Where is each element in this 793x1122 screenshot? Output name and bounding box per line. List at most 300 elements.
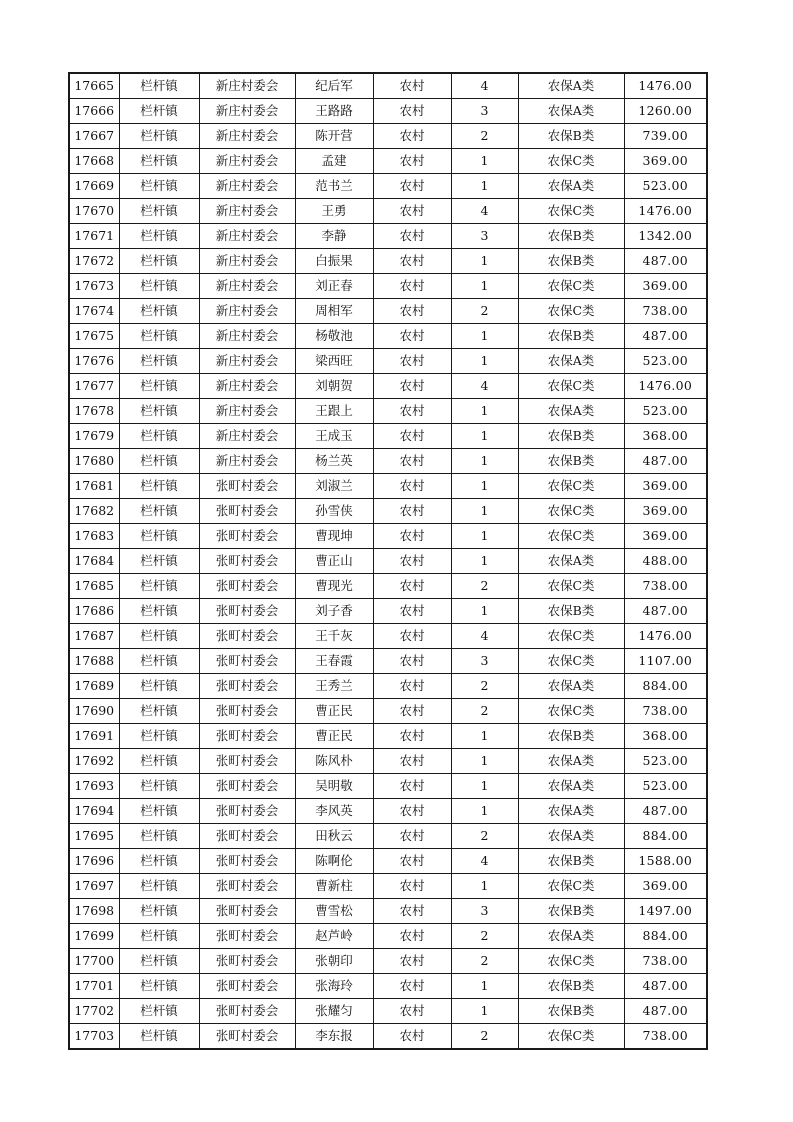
cell-area-type: 农村 — [373, 674, 451, 699]
cell-record-id: 17700 — [69, 949, 119, 974]
cell-village: 新庄村委会 — [199, 149, 295, 174]
cell-town: 栏杆镇 — [119, 599, 199, 624]
cell-amount: 488.00 — [624, 549, 707, 574]
cell-person-name: 杨敬池 — [295, 324, 373, 349]
cell-household-size: 1 — [451, 399, 518, 424]
cell-amount: 1260.00 — [624, 99, 707, 124]
cell-household-size: 1 — [451, 874, 518, 899]
cell-record-id: 17684 — [69, 549, 119, 574]
cell-area-type: 农村 — [373, 824, 451, 849]
cell-area-type: 农村 — [373, 349, 451, 374]
cell-person-name: 田秋云 — [295, 824, 373, 849]
table-row — [69, 749, 707, 774]
cell-household-size: 2 — [451, 1024, 518, 1050]
cell-household-size: 1 — [451, 599, 518, 624]
cell-area-type: 农村 — [373, 699, 451, 724]
cell-area-type: 农村 — [373, 199, 451, 224]
cell-amount: 369.00 — [624, 274, 707, 299]
cell-insurance-class: 农保A类 — [518, 174, 624, 199]
cell-village: 新庄村委会 — [199, 399, 295, 424]
cell-record-id: 17682 — [69, 499, 119, 524]
cell-amount: 738.00 — [624, 574, 707, 599]
cell-insurance-class: 农保C类 — [518, 874, 624, 899]
cell-household-size: 1 — [451, 249, 518, 274]
cell-area-type: 农村 — [373, 874, 451, 899]
cell-village: 张町村委会 — [199, 724, 295, 749]
cell-record-id: 17703 — [69, 1024, 119, 1050]
cell-household-size: 1 — [451, 974, 518, 999]
cell-village: 张町村委会 — [199, 749, 295, 774]
cell-household-size: 2 — [451, 299, 518, 324]
cell-area-type: 农村 — [373, 249, 451, 274]
cell-household-size: 1 — [451, 749, 518, 774]
cell-household-size: 1 — [451, 474, 518, 499]
cell-area-type: 农村 — [373, 924, 451, 949]
cell-town: 栏杆镇 — [119, 649, 199, 674]
cell-area-type: 农村 — [373, 324, 451, 349]
cell-area-type: 农村 — [373, 424, 451, 449]
cell-village: 张町村委会 — [199, 874, 295, 899]
cell-insurance-class: 农保A类 — [518, 799, 624, 824]
cell-household-size: 1 — [451, 724, 518, 749]
table-row — [69, 724, 707, 749]
cell-person-name: 王成玉 — [295, 424, 373, 449]
cell-town: 栏杆镇 — [119, 374, 199, 399]
table-row — [69, 999, 707, 1024]
cell-area-type: 农村 — [373, 999, 451, 1024]
cell-insurance-class: 农保B类 — [518, 849, 624, 874]
cell-village: 张町村委会 — [199, 624, 295, 649]
cell-insurance-class: 农保B类 — [518, 899, 624, 924]
cell-record-id: 17675 — [69, 324, 119, 349]
cell-village: 张町村委会 — [199, 849, 295, 874]
table-row — [69, 774, 707, 799]
table-row — [69, 574, 707, 599]
table-row — [69, 349, 707, 374]
cell-village: 新庄村委会 — [199, 374, 295, 399]
cell-amount: 487.00 — [624, 999, 707, 1024]
table-row — [69, 974, 707, 999]
table-row — [69, 149, 707, 174]
cell-household-size: 1 — [451, 999, 518, 1024]
cell-person-name: 纪后军 — [295, 73, 373, 99]
cell-town: 栏杆镇 — [119, 424, 199, 449]
cell-household-size: 4 — [451, 199, 518, 224]
cell-record-id: 17694 — [69, 799, 119, 824]
cell-village: 张町村委会 — [199, 524, 295, 549]
table-row — [69, 599, 707, 624]
cell-amount: 738.00 — [624, 699, 707, 724]
cell-person-name: 杨兰英 — [295, 449, 373, 474]
cell-person-name: 曹新柱 — [295, 874, 373, 899]
cell-area-type: 农村 — [373, 474, 451, 499]
cell-amount: 523.00 — [624, 749, 707, 774]
cell-village: 新庄村委会 — [199, 99, 295, 124]
cell-household-size: 4 — [451, 73, 518, 99]
cell-area-type: 农村 — [373, 724, 451, 749]
cell-person-name: 陈风朴 — [295, 749, 373, 774]
cell-record-id: 17671 — [69, 224, 119, 249]
cell-household-size: 1 — [451, 174, 518, 199]
cell-town: 栏杆镇 — [119, 499, 199, 524]
table-row — [69, 299, 707, 324]
cell-person-name: 张耀匀 — [295, 999, 373, 1024]
table-body — [69, 73, 707, 1049]
cell-area-type: 农村 — [373, 574, 451, 599]
cell-town: 栏杆镇 — [119, 624, 199, 649]
cell-town: 栏杆镇 — [119, 874, 199, 899]
cell-insurance-class: 农保A类 — [518, 749, 624, 774]
cell-person-name: 陈啊伦 — [295, 849, 373, 874]
cell-insurance-class: 农保C类 — [518, 274, 624, 299]
cell-town: 栏杆镇 — [119, 349, 199, 374]
cell-town: 栏杆镇 — [119, 324, 199, 349]
cell-insurance-class: 农保A类 — [518, 824, 624, 849]
cell-household-size: 1 — [451, 274, 518, 299]
cell-area-type: 农村 — [373, 299, 451, 324]
cell-record-id: 17668 — [69, 149, 119, 174]
cell-record-id: 17698 — [69, 899, 119, 924]
cell-insurance-class: 农保C类 — [518, 149, 624, 174]
cell-person-name: 范书兰 — [295, 174, 373, 199]
table-row — [69, 699, 707, 724]
cell-village: 张町村委会 — [199, 699, 295, 724]
cell-insurance-class: 农保C类 — [518, 299, 624, 324]
cell-area-type: 农村 — [373, 799, 451, 824]
cell-village: 新庄村委会 — [199, 199, 295, 224]
table-row — [69, 799, 707, 824]
cell-record-id: 17676 — [69, 349, 119, 374]
cell-person-name: 曹现坤 — [295, 524, 373, 549]
cell-town: 栏杆镇 — [119, 974, 199, 999]
cell-record-id: 17679 — [69, 424, 119, 449]
cell-record-id: 17686 — [69, 599, 119, 624]
cell-household-size: 1 — [451, 424, 518, 449]
cell-town: 栏杆镇 — [119, 224, 199, 249]
cell-insurance-class: 农保C类 — [518, 199, 624, 224]
table-row — [69, 924, 707, 949]
cell-person-name: 张海玲 — [295, 974, 373, 999]
cell-amount: 1476.00 — [624, 73, 707, 99]
cell-area-type: 农村 — [373, 99, 451, 124]
cell-area-type: 农村 — [373, 899, 451, 924]
cell-record-id: 17670 — [69, 199, 119, 224]
cell-insurance-class: 农保A类 — [518, 73, 624, 99]
cell-amount: 1476.00 — [624, 624, 707, 649]
cell-household-size: 1 — [451, 324, 518, 349]
cell-record-id: 17683 — [69, 524, 119, 549]
table-row — [69, 199, 707, 224]
cell-town: 栏杆镇 — [119, 774, 199, 799]
cell-area-type: 农村 — [373, 1024, 451, 1050]
cell-person-name: 赵芦岭 — [295, 924, 373, 949]
cell-area-type: 农村 — [373, 774, 451, 799]
cell-record-id: 17669 — [69, 174, 119, 199]
cell-village: 张町村委会 — [199, 824, 295, 849]
cell-village: 新庄村委会 — [199, 224, 295, 249]
cell-village: 张町村委会 — [199, 924, 295, 949]
cell-record-id: 17690 — [69, 699, 119, 724]
cell-person-name: 王秀兰 — [295, 674, 373, 699]
table-row — [69, 499, 707, 524]
cell-insurance-class: 农保C类 — [518, 699, 624, 724]
cell-town: 栏杆镇 — [119, 699, 199, 724]
cell-town: 栏杆镇 — [119, 524, 199, 549]
cell-amount: 369.00 — [624, 524, 707, 549]
cell-town: 栏杆镇 — [119, 849, 199, 874]
table-row — [69, 324, 707, 349]
cell-town: 栏杆镇 — [119, 299, 199, 324]
cell-person-name: 白振果 — [295, 249, 373, 274]
cell-village: 张町村委会 — [199, 474, 295, 499]
cell-insurance-class: 农保A类 — [518, 349, 624, 374]
cell-household-size: 4 — [451, 849, 518, 874]
cell-household-size: 4 — [451, 374, 518, 399]
cell-amount: 523.00 — [624, 399, 707, 424]
cell-area-type: 农村 — [373, 624, 451, 649]
cell-person-name: 张朝印 — [295, 949, 373, 974]
cell-insurance-class: 农保B类 — [518, 324, 624, 349]
table-row — [69, 1024, 707, 1050]
cell-amount: 487.00 — [624, 249, 707, 274]
cell-household-size: 1 — [451, 799, 518, 824]
cell-insurance-class: 农保B类 — [518, 224, 624, 249]
cell-insurance-class: 农保C类 — [518, 574, 624, 599]
cell-town: 栏杆镇 — [119, 949, 199, 974]
cell-insurance-class: 农保B类 — [518, 124, 624, 149]
table-row — [69, 874, 707, 899]
cell-insurance-class: 农保C类 — [518, 624, 624, 649]
cell-area-type: 农村 — [373, 73, 451, 99]
table-row — [69, 824, 707, 849]
cell-record-id: 17672 — [69, 249, 119, 274]
table-row — [69, 649, 707, 674]
cell-area-type: 农村 — [373, 499, 451, 524]
cell-person-name: 李静 — [295, 224, 373, 249]
cell-household-size: 4 — [451, 624, 518, 649]
cell-town: 栏杆镇 — [119, 474, 199, 499]
cell-record-id: 17693 — [69, 774, 119, 799]
cell-person-name: 曹正民 — [295, 699, 373, 724]
cell-person-name: 刘子香 — [295, 599, 373, 624]
cell-amount: 368.00 — [624, 724, 707, 749]
cell-village: 张町村委会 — [199, 1024, 295, 1050]
cell-amount: 368.00 — [624, 424, 707, 449]
cell-area-type: 农村 — [373, 949, 451, 974]
table-row — [69, 174, 707, 199]
cell-person-name: 王跟上 — [295, 399, 373, 424]
cell-amount: 1476.00 — [624, 374, 707, 399]
cell-insurance-class: 农保B类 — [518, 249, 624, 274]
cell-person-name: 李东报 — [295, 1024, 373, 1050]
cell-town: 栏杆镇 — [119, 249, 199, 274]
cell-town: 栏杆镇 — [119, 73, 199, 99]
table-row — [69, 224, 707, 249]
cell-record-id: 17667 — [69, 124, 119, 149]
cell-household-size: 3 — [451, 649, 518, 674]
cell-village: 张町村委会 — [199, 549, 295, 574]
cell-record-id: 17688 — [69, 649, 119, 674]
table-row — [69, 624, 707, 649]
cell-record-id: 17665 — [69, 73, 119, 99]
cell-area-type: 农村 — [373, 124, 451, 149]
cell-household-size: 3 — [451, 899, 518, 924]
table-row — [69, 524, 707, 549]
cell-person-name: 陈开营 — [295, 124, 373, 149]
cell-person-name: 吴明敬 — [295, 774, 373, 799]
cell-person-name: 孙雪侠 — [295, 499, 373, 524]
cell-village: 张町村委会 — [199, 899, 295, 924]
cell-person-name: 王千灰 — [295, 624, 373, 649]
cell-amount: 1476.00 — [624, 199, 707, 224]
cell-area-type: 农村 — [373, 374, 451, 399]
cell-person-name: 孟建 — [295, 149, 373, 174]
cell-amount: 1497.00 — [624, 899, 707, 924]
cell-insurance-class: 农保B类 — [518, 599, 624, 624]
cell-area-type: 农村 — [373, 449, 451, 474]
cell-amount: 487.00 — [624, 599, 707, 624]
cell-person-name: 梁西旺 — [295, 349, 373, 374]
cell-household-size: 1 — [451, 524, 518, 549]
cell-village: 张町村委会 — [199, 799, 295, 824]
cell-record-id: 17701 — [69, 974, 119, 999]
cell-town: 栏杆镇 — [119, 824, 199, 849]
cell-village: 新庄村委会 — [199, 424, 295, 449]
table-row — [69, 449, 707, 474]
table-row — [69, 73, 707, 99]
cell-person-name: 刘淑兰 — [295, 474, 373, 499]
cell-household-size: 2 — [451, 124, 518, 149]
cell-record-id: 17692 — [69, 749, 119, 774]
cell-household-size: 2 — [451, 574, 518, 599]
cell-person-name: 曹正民 — [295, 724, 373, 749]
cell-person-name: 曹正山 — [295, 549, 373, 574]
cell-amount: 739.00 — [624, 124, 707, 149]
cell-household-size: 2 — [451, 674, 518, 699]
cell-insurance-class: 农保A类 — [518, 399, 624, 424]
cell-household-size: 3 — [451, 99, 518, 124]
cell-village: 张町村委会 — [199, 574, 295, 599]
cell-amount: 738.00 — [624, 949, 707, 974]
cell-person-name: 王路路 — [295, 99, 373, 124]
cell-record-id: 17702 — [69, 999, 119, 1024]
cell-household-size: 1 — [451, 149, 518, 174]
cell-village: 张町村委会 — [199, 674, 295, 699]
cell-insurance-class: 农保C类 — [518, 1024, 624, 1050]
cell-village: 新庄村委会 — [199, 449, 295, 474]
cell-area-type: 农村 — [373, 549, 451, 574]
cell-record-id: 17696 — [69, 849, 119, 874]
cell-amount: 884.00 — [624, 824, 707, 849]
cell-village: 新庄村委会 — [199, 274, 295, 299]
cell-area-type: 农村 — [373, 399, 451, 424]
cell-person-name: 周相军 — [295, 299, 373, 324]
cell-area-type: 农村 — [373, 849, 451, 874]
cell-village: 新庄村委会 — [199, 324, 295, 349]
cell-record-id: 17673 — [69, 274, 119, 299]
cell-insurance-class: 农保A类 — [518, 674, 624, 699]
cell-amount: 487.00 — [624, 799, 707, 824]
cell-town: 栏杆镇 — [119, 199, 199, 224]
cell-village: 张町村委会 — [199, 974, 295, 999]
cell-household-size: 1 — [451, 499, 518, 524]
cell-village: 新庄村委会 — [199, 73, 295, 99]
table-row — [69, 249, 707, 274]
cell-record-id: 17674 — [69, 299, 119, 324]
cell-area-type: 农村 — [373, 649, 451, 674]
cell-insurance-class: 农保C类 — [518, 949, 624, 974]
cell-town: 栏杆镇 — [119, 1024, 199, 1050]
table-row — [69, 674, 707, 699]
cell-person-name: 刘朝贺 — [295, 374, 373, 399]
cell-amount: 369.00 — [624, 874, 707, 899]
cell-area-type: 农村 — [373, 149, 451, 174]
cell-insurance-class: 农保B类 — [518, 424, 624, 449]
cell-amount: 369.00 — [624, 149, 707, 174]
cell-record-id: 17678 — [69, 399, 119, 424]
cell-area-type: 农村 — [373, 274, 451, 299]
cell-village: 张町村委会 — [199, 949, 295, 974]
cell-household-size: 1 — [451, 774, 518, 799]
cell-village: 张町村委会 — [199, 999, 295, 1024]
table-row — [69, 474, 707, 499]
cell-village: 新庄村委会 — [199, 124, 295, 149]
cell-area-type: 农村 — [373, 524, 451, 549]
cell-town: 栏杆镇 — [119, 724, 199, 749]
cell-insurance-class: 农保C类 — [518, 524, 624, 549]
cell-amount: 487.00 — [624, 974, 707, 999]
cell-amount: 884.00 — [624, 674, 707, 699]
cell-area-type: 农村 — [373, 974, 451, 999]
cell-town: 栏杆镇 — [119, 749, 199, 774]
cell-household-size: 2 — [451, 924, 518, 949]
cell-amount: 1107.00 — [624, 649, 707, 674]
cell-amount: 1342.00 — [624, 224, 707, 249]
cell-town: 栏杆镇 — [119, 149, 199, 174]
cell-amount: 369.00 — [624, 499, 707, 524]
cell-amount: 884.00 — [624, 924, 707, 949]
cell-town: 栏杆镇 — [119, 174, 199, 199]
cell-household-size: 2 — [451, 699, 518, 724]
cell-record-id: 17680 — [69, 449, 119, 474]
cell-record-id: 17666 — [69, 99, 119, 124]
cell-village: 新庄村委会 — [199, 174, 295, 199]
cell-household-size: 1 — [451, 349, 518, 374]
cell-town: 栏杆镇 — [119, 274, 199, 299]
cell-town: 栏杆镇 — [119, 399, 199, 424]
cell-insurance-class: 农保A类 — [518, 549, 624, 574]
cell-person-name: 曹现光 — [295, 574, 373, 599]
cell-insurance-class: 农保A类 — [518, 99, 624, 124]
cell-person-name: 曹雪松 — [295, 899, 373, 924]
cell-town: 栏杆镇 — [119, 924, 199, 949]
cell-insurance-class: 农保B类 — [518, 724, 624, 749]
cell-insurance-class: 农保C类 — [518, 499, 624, 524]
cell-record-id: 17699 — [69, 924, 119, 949]
cell-record-id: 17697 — [69, 874, 119, 899]
cell-record-id: 17677 — [69, 374, 119, 399]
cell-town: 栏杆镇 — [119, 799, 199, 824]
table-row — [69, 949, 707, 974]
cell-town: 栏杆镇 — [119, 449, 199, 474]
cell-amount: 523.00 — [624, 349, 707, 374]
cell-insurance-class: 农保C类 — [518, 374, 624, 399]
cell-record-id: 17687 — [69, 624, 119, 649]
cell-village: 张町村委会 — [199, 649, 295, 674]
cell-household-size: 1 — [451, 449, 518, 474]
table-row — [69, 549, 707, 574]
cell-household-size: 2 — [451, 824, 518, 849]
